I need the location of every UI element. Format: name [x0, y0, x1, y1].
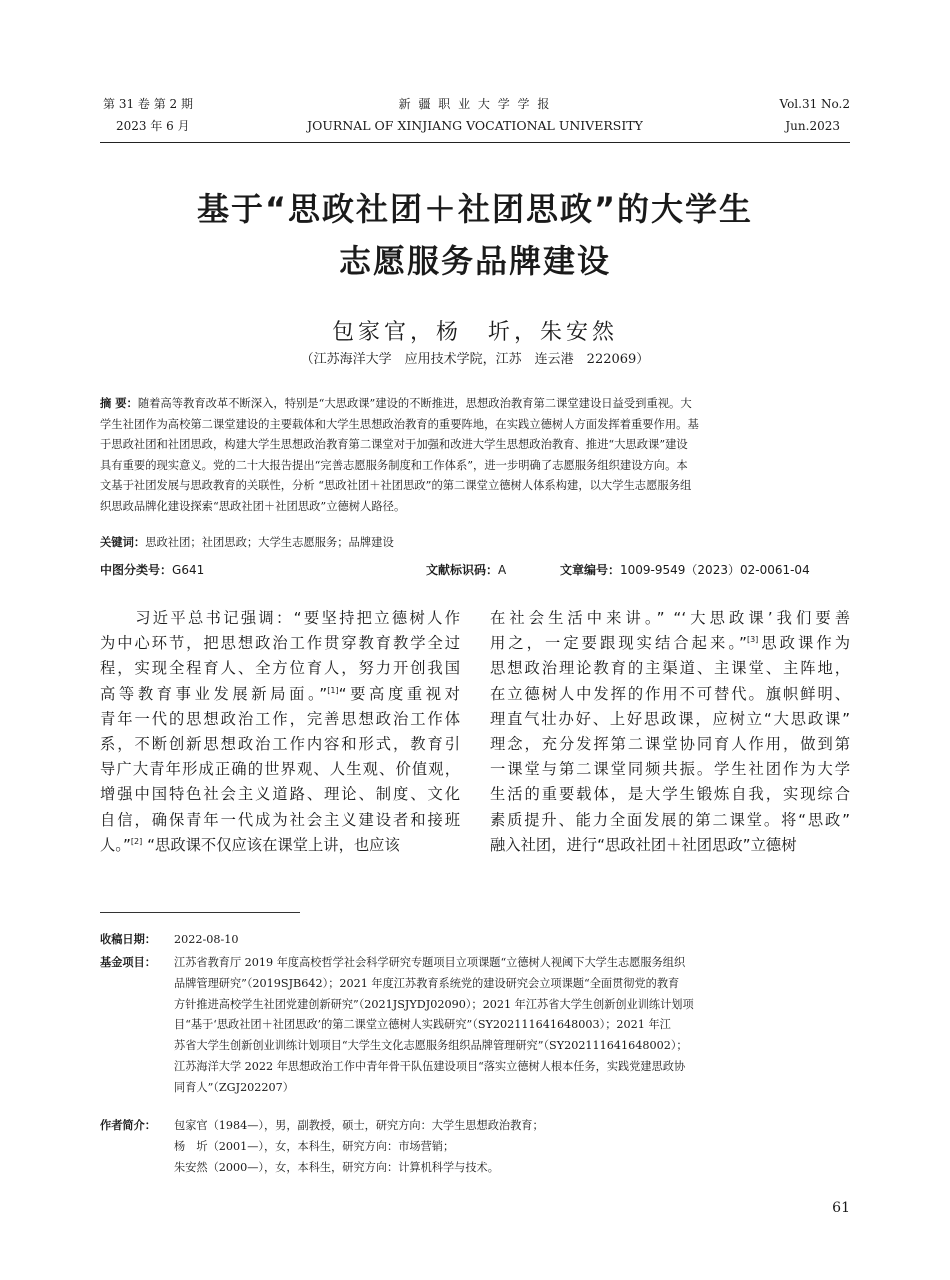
- authors: 包家官，杨 圻，朱安然: [331, 320, 618, 345]
- header-journal-cn: 新 疆 职 业 大 学 学 报: [398, 97, 552, 111]
- document-code: [426, 561, 506, 578]
- funding-line: 江苏省教育厅 2019 年度高校哲学社会科学研究专题项目立项课题“立德树人视阈下大学生志愿服务组织: [174, 956, 686, 969]
- body-text: 思政课作为: [758, 634, 850, 653]
- body-line: 导广大青年形成正确的世界观、人生观、价值观，: [100, 760, 460, 779]
- body-line: 理直气壮办好、上好思政课，应树立“大思政课”: [490, 709, 850, 728]
- body-line: 程，实现全程育人、全方位育人，努力开创我国: [100, 659, 460, 678]
- body-text: 高等教育事业发展新局面。”: [100, 684, 328, 703]
- body-line: 生活的重要载体，是大学生锻炼自我，实现综合: [490, 785, 850, 804]
- citation: [3]: [746, 635, 759, 645]
- abstract-line: 学生社团作为高校第二课堂建设的主要载体和大学生思想政治教育的重要阵地，在实践立德树人方面发挥着重要作用。基: [100, 417, 699, 431]
- footnote-funding: [100, 953, 850, 1103]
- title-line-1: 基于“思政社团＋社团思政”的大学生: [196, 190, 754, 228]
- keywords: [100, 534, 394, 550]
- author-bio-label: 作者简介：: [100, 1119, 156, 1132]
- funding-line: 同育人”（ZGJ202207）: [174, 1080, 294, 1094]
- footnote-received: [100, 930, 850, 952]
- footnote-authors: [100, 1116, 850, 1182]
- document-code-label: 文献标识码：: [426, 563, 499, 577]
- body-line: [490, 631, 850, 656]
- article-number-value: 1009-9549（2023）02-0061-04: [620, 563, 810, 577]
- funding-line: 目“基于‘思政社团＋社团思政’的第二课堂立德树人实践研究”（SY202111641648003）；2021 年江: [174, 1018, 671, 1032]
- document-code-value: A: [498, 563, 507, 577]
- body-line: 一课堂与第二课堂同频共振。学生社团作为大学: [490, 760, 850, 779]
- abstract-line: 于思政社团和社团思政，构建大学生思想政治教育第二课堂对于加强和改进大学生思想政治教育、推进“大思政课”建设: [100, 438, 688, 452]
- body-left-column: [100, 606, 460, 858]
- affiliation: （江苏海洋大学 应用技术学院，江苏 连云港 222069）: [300, 352, 650, 367]
- body-line: 融入社团，进行“思政社团＋社团思政”立德树: [490, 835, 797, 854]
- body-line: 为中心环节，把思想政治工作贯穿教育教学全过: [100, 634, 460, 653]
- page-number: 61: [832, 1200, 850, 1216]
- body-line: 思想政治理论教育的主渠道、主课堂、主阵地，: [490, 659, 850, 678]
- funding-label: 基金项目：: [100, 956, 156, 969]
- clc-label: 中图分类号：: [100, 563, 173, 577]
- header-volume-en: Vol.31 No.2: [779, 97, 850, 111]
- author-bio-line: 朱安然（2000—），女，本科生，研究方向：计算机科学与技术。: [174, 1160, 499, 1174]
- body-line: 自信，确保青年一代成为社会主义建设者和接班: [100, 810, 460, 829]
- body-line: 理念，充分发挥第二课堂协同育人作用，做到第: [490, 734, 850, 753]
- keywords-text: 思政社团；社团思政；大学生志愿服务；品牌建设: [145, 536, 394, 549]
- body-right-column: [490, 606, 850, 858]
- header-date-cn: 2023 年 6 月: [116, 119, 190, 133]
- abstract-label: 摘 要：: [100, 397, 138, 410]
- funding-line: 方针推进高校学生社团党建创新研究”（2021JSJYDJ02090）；2021 年江苏省大学生创新创业训练计划项: [174, 997, 694, 1011]
- citation: [2]: [130, 836, 143, 846]
- abstract: [100, 394, 850, 518]
- clc-value: G641: [172, 563, 205, 577]
- header-volume-cn: 第 31 卷 第 2 期: [103, 97, 193, 111]
- body-line: 在社会生活中来讲。” “‘大思政课’我们要善: [490, 609, 850, 627]
- abstract-line: 随着高等教育改革不断深入，特别是“大思政课”建设的不断推进，思想政治教育第二课堂建设日益受到重视。大: [137, 397, 692, 410]
- body-text: 用之，一定要跟现实结合起来。”: [490, 634, 747, 653]
- funding-line: 苏省大学生创新创业训练计划项目“大学生文化志愿服务组织品牌管理研究”（SY202111641648002）；: [174, 1039, 688, 1053]
- author-bio-line: 包家官（1984—），男，副教授，硕士，研究方向：大学生思想政治教育；: [174, 1119, 544, 1132]
- abstract-line: 文基于社团发展与思政教育的关联性，分析 “思政社团＋社团思政”的第二课堂立德树人体系构建，以大学生志愿服务组: [100, 479, 692, 493]
- funding-line: 江苏海洋大学 2022 年思想政治工作中青年骨干队伍建设项目“落实立德树人根本任务，实践党建思政协: [174, 1059, 686, 1073]
- body-line: 青年一代的思想政治工作，完善思想政治工作体: [100, 709, 460, 728]
- article-number: [560, 561, 810, 578]
- received-label: 收稿日期：: [100, 933, 156, 946]
- abstract-line: 具有重要的现实意义。党的二十大报告提出“完善志愿服务制度和工作体系”，进一步明确了志愿服务组织建设方向。本: [100, 458, 688, 472]
- author-bio-line: 杨 圻（2001—），女，本科生，研究方向：市场营销；: [174, 1139, 455, 1153]
- title-line-2: 志愿服务品牌建设: [338, 242, 611, 280]
- body-text: 人。”: [100, 835, 131, 854]
- body-text: “思政课不仅应该在课堂上讲，也应该: [147, 835, 400, 854]
- abstract-line: 织思政品牌化建设探索“思政社团＋社团思政”立德树人路径。: [100, 499, 406, 513]
- received-date: 2022-08-10: [174, 933, 239, 946]
- citation: [1]: [327, 685, 339, 695]
- article-number-label: 文章编号：: [560, 563, 621, 577]
- header-rule: [100, 142, 850, 143]
- body-line: [100, 682, 460, 707]
- body-line: 习近平总书记强调：“要坚持把立德树人作: [100, 609, 460, 627]
- footnote-rule: [100, 912, 300, 913]
- header-date-en: Jun.2023: [785, 119, 840, 133]
- body-text: “要高度重视对: [338, 684, 460, 703]
- keywords-label: 关键词：: [100, 536, 146, 549]
- funding-line: 品牌管理研究”（2019SJB642）；2021 年度江苏教育系统党的建设研究会立项课题“全面贯彻党的教育: [174, 976, 680, 990]
- body-line: 素质提升、能力全面发展的第二课堂。将“思政”: [490, 810, 850, 829]
- clc-number: [100, 561, 204, 578]
- header-journal-en: JOURNAL OF XINJIANG VOCATIONAL UNIVERSITY: [307, 118, 643, 133]
- body-line: 系，不断创新思想政治工作内容和形式，教育引: [100, 734, 460, 753]
- body-line: 增强中国特色社会主义道路、理论、制度、文化: [100, 785, 460, 804]
- body-line: [100, 833, 460, 858]
- body-line: 在立德树人中发挥的作用不可替代。旗帜鲜明、: [490, 684, 850, 703]
